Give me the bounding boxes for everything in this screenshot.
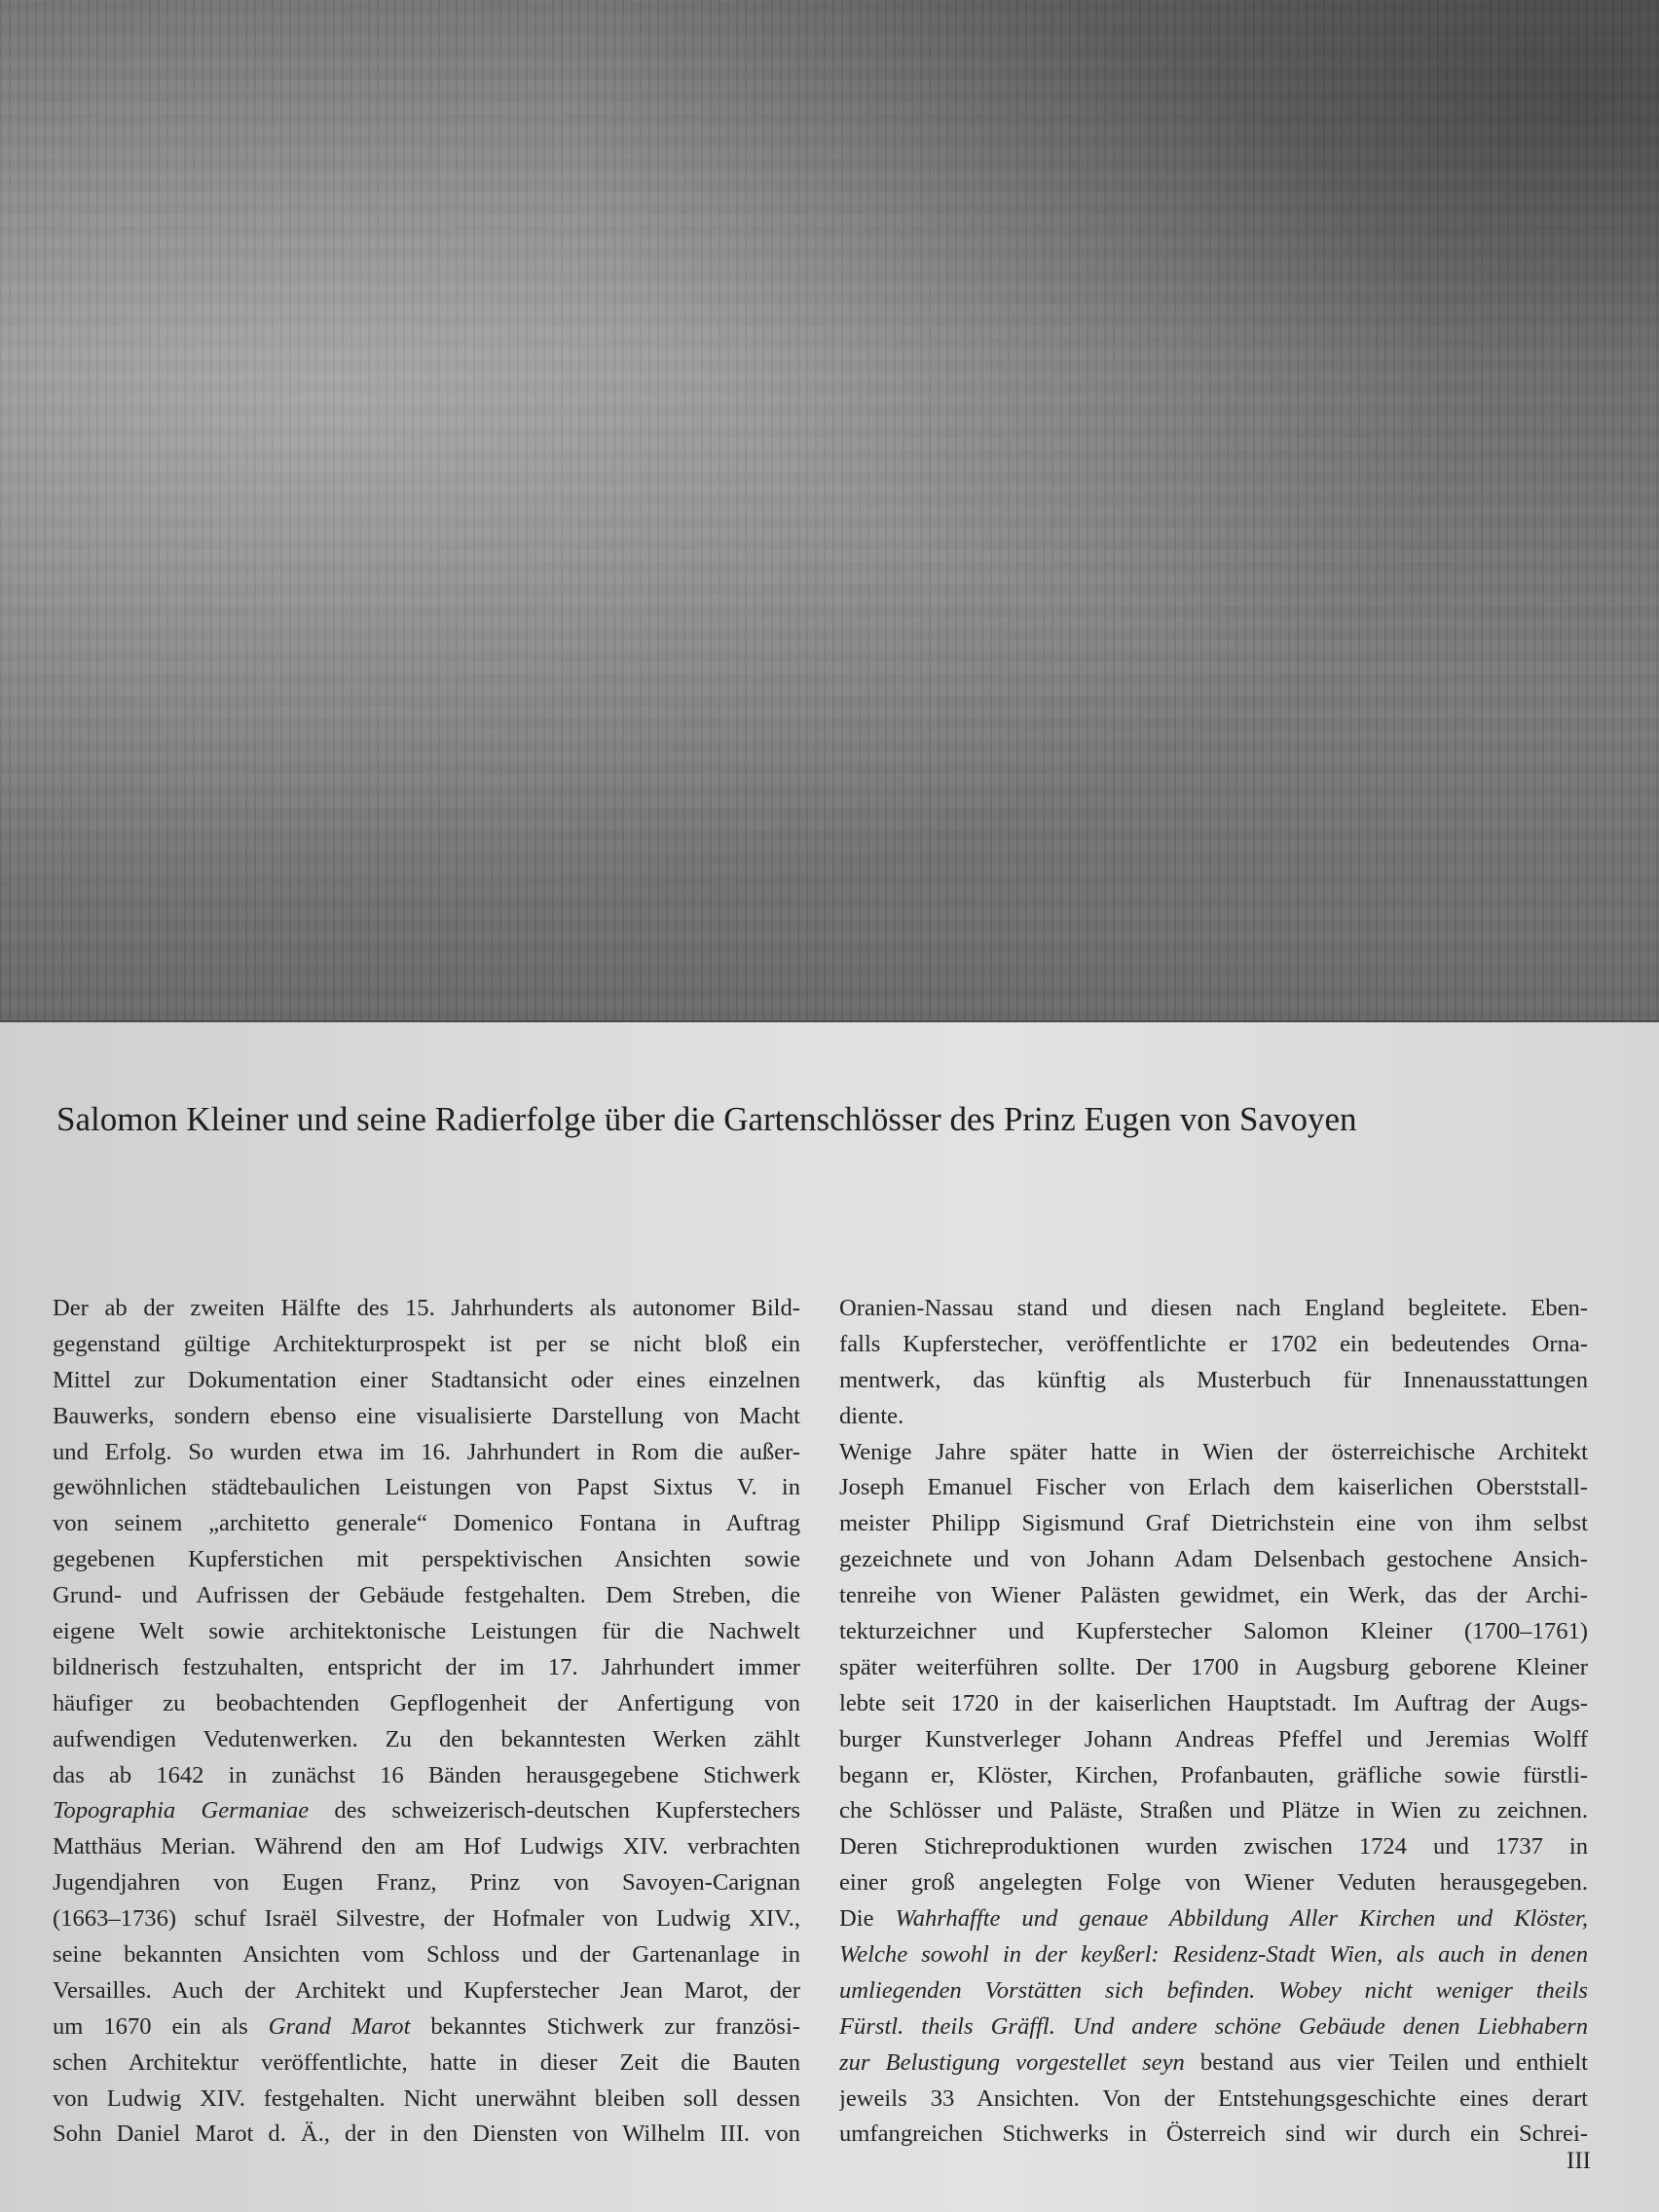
- text-line: eigene Welt sowie architektonische Leistungen für die Nachwelt: [53, 1618, 800, 1645]
- text-line: umfangreichen Stichwerks in Österreich sind wir durch ein Schrei-: [839, 2120, 1588, 2148]
- text-line: Bauwerks, sondern ebenso eine visualisierte Darstellung von Macht: [53, 1402, 800, 1429]
- text-line: burger Kunstverleger Johann Andreas Pfeffel und Jeremias Wolff: [839, 1725, 1588, 1752]
- text-line: Mittel zur Dokumentation einer Stadtansicht oder eines einzelnen: [53, 1366, 800, 1393]
- text-line: jeweils 33 Ansichten. Von der Entstehungsgeschichte eines derart: [839, 2084, 1588, 2112]
- text-line: diente.: [839, 1402, 904, 1429]
- text-line: und Erfolg. So wurden etwa im 16. Jahrhundert in Rom die außer-: [53, 1438, 800, 1465]
- page-number: III: [1567, 2148, 1591, 2174]
- text-line: Wenige Jahre später hatte in Wien der österreichische Architekt: [839, 1438, 1588, 1465]
- page-title: Salomon Kleiner und seine Radierfolge über die Gartenschlösser des Prinz Eugen von Savoyen: [56, 1100, 1357, 1138]
- text-line: von seinem „architetto generale“ Domenico Fontana in Auftrag: [53, 1510, 800, 1537]
- text-line: lebte seit 1720 in der kaiserlichen Hauptstadt. Im Auftrag der Augs-: [839, 1689, 1588, 1716]
- text-line: tenreihe von Wiener Palästen gewidmet, ein Werk, das der Archi-: [839, 1582, 1588, 1609]
- text-line: um 1670 ein als Grand Marot bekanntes Stichwerk zur französi-: [53, 2012, 800, 2040]
- text-line: tekturzeichner und Kupferstecher Salomon Kleiner (1700–1761): [839, 1618, 1588, 1645]
- text-line: gezeichnete und von Johann Adam Delsenbach gestochene Ansich-: [839, 1546, 1588, 1573]
- text-line: begann er, Klöster, Kirchen, Profanbauten, gräfliche sowie fürstli-: [839, 1761, 1588, 1788]
- text-line: Der ab der zweiten Hälfte des 15. Jahrhunderts als autonomer Bild-: [53, 1295, 800, 1321]
- text-line: (1663–1736) schuf Israël Silvestre, der Hofmaler von Ludwig XIV.,: [53, 1905, 800, 1933]
- text-line: meister Philipp Sigismund Graf Dietrichstein eine von ihm selbst: [839, 1510, 1588, 1537]
- text-line: Grund- und Aufrissen der Gebäude festgehalten. Dem Streben, die: [53, 1582, 800, 1609]
- text-line: mentwerk, das künftig als Musterbuch für Innenausstattungen: [839, 1366, 1588, 1393]
- text-line: Sohn Daniel Marot d. Ä., der in den Diensten von Wilhelm III. von: [53, 2120, 800, 2148]
- text-line: falls Kupferstecher, veröffentlichte er 1702 ein bedeutendes Orna-: [839, 1330, 1588, 1357]
- text-line: gegenstand gültige Architekturprospekt ist per se nicht bloß ein: [53, 1330, 800, 1357]
- text-line: zur Belustigung vorgestellet seyn bestand aus vier Teilen und enthielt: [839, 2048, 1588, 2076]
- text-line: umliegenden Vorstätten sich befinden. Wobey nicht weniger theils: [839, 1976, 1588, 2004]
- text-column-right: [839, 1291, 1588, 2153]
- text-line: bildnerisch festzuhalten, entspricht der im 17. Jahrhundert immer: [53, 1653, 800, 1680]
- text-line: gegebenen Kupferstichen mit perspektivischen Ansichten sowie: [53, 1546, 800, 1573]
- text-line: häufiger zu beobachtenden Gepflogenheit der Anfertigung von: [53, 1689, 800, 1716]
- text-line: Matthäus Merian. Während den am Hof Ludwigs XIV. verbrachten: [53, 1833, 800, 1861]
- text-line: gewöhnlichen städtebaulichen Leistungen von Papst Sixtus V. in: [53, 1474, 800, 1501]
- text-column-left: [53, 1291, 800, 2153]
- text-line: aufwendigen Vedutenwerken. Zu den bekanntesten Werken zählt: [53, 1725, 800, 1752]
- text-line: seine bekannten Ansichten vom Schloss und der Gartenanlage in: [53, 1941, 800, 1969]
- text-line: schen Architektur veröffentlichte, hatte in dieser Zeit die Bauten: [53, 2048, 800, 2076]
- text-line: Fürstl. theils Gräffl. Und andere schöne Gebäude denen Liebhabern: [839, 2012, 1588, 2040]
- text-line: Oranien-Nassau stand und diesen nach England begleitete. Eben-: [839, 1295, 1588, 1321]
- text-line: einer groß angelegten Folge von Wiener Veduten herausgegeben.: [839, 1869, 1588, 1897]
- text-line: von Ludwig XIV. festgehalten. Nicht unerwähnt bleiben soll dessen: [53, 2084, 800, 2112]
- text-line: Die Wahrhaffte und genaue Abbildung Aller Kirchen und Klöster,: [839, 1905, 1588, 1933]
- text-line: Jugendjahren von Eugen Franz, Prinz von Savoyen-Carignan: [53, 1869, 800, 1897]
- text-line: das ab 1642 in zunächst 16 Bänden herausgegebene Stichwerk: [53, 1761, 800, 1788]
- text-line: Welche sowohl in der keyßerl: Residenz-Stadt Wien, als auch in denen: [839, 1941, 1588, 1969]
- text-line: später weiterführen sollte. Der 1700 in Augsburg geborene Kleiner: [839, 1653, 1588, 1680]
- text-line: che Schlösser und Paläste, Straßen und Plätze in Wien zu zeichnen.: [839, 1797, 1588, 1825]
- text-line: Versailles. Auch der Architekt und Kupferstecher Jean Marot, der: [53, 1976, 800, 2004]
- header-photo: [0, 0, 1659, 1022]
- text-line: Topographia Germaniae des schweizerisch-deutschen Kupferstechers: [53, 1797, 800, 1825]
- text-line: Deren Stichreproduktionen wurden zwischen 1724 und 1737 in: [839, 1833, 1588, 1861]
- text-line: Joseph Emanuel Fischer von Erlach dem kaiserlichen Oberststall-: [839, 1474, 1588, 1501]
